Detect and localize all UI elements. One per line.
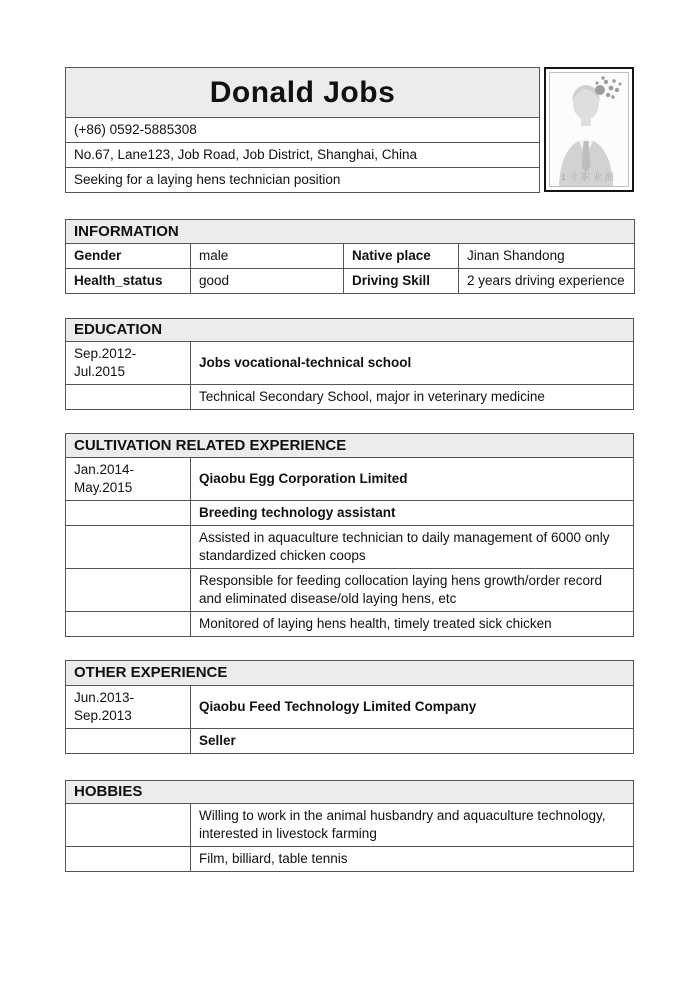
cultivation-duty: Responsible for feeding collocation laying hens growth/order record and eliminated disease/old laying hens, etc [191, 569, 634, 612]
section-title-other-experience: OTHER EXPERIENCE [66, 661, 634, 686]
section-title-hobbies: HOBBIES [66, 781, 634, 804]
cultivation-position: Breeding technology assistant [191, 501, 634, 526]
cultivation-company: Qiaobu Egg Corporation Limited [191, 458, 634, 501]
table-row [66, 847, 634, 872]
resume-content [65, 67, 634, 872]
header-section [65, 67, 634, 193]
other-experience-company: Qiaobu Feed Technology Limited Company [191, 686, 634, 729]
information-table [65, 219, 635, 294]
table-row [66, 244, 635, 269]
table-row [66, 458, 634, 501]
hobbies-title-row [66, 781, 634, 804]
info-value-driving-skill: 2 years driving experience [459, 269, 635, 294]
table-row [66, 729, 634, 754]
cultivation-experience-table [65, 433, 634, 637]
info-value-native-place: Jinan Shandong [459, 244, 635, 269]
other-experience-position: Seller [191, 729, 634, 754]
info-label-health-status: Health_status [66, 269, 191, 294]
hobby-item: Willing to work in the animal husbandry and aquaculture technology, interested in livestock farming [191, 804, 634, 847]
table-row [66, 569, 634, 612]
phone-number: (+86) 0592-5885308 [66, 118, 540, 143]
hobby-item: Film, billiard, table tennis [191, 847, 634, 872]
empty-cell [66, 569, 191, 612]
header-table [65, 67, 540, 193]
section-title-information: INFORMATION [66, 220, 635, 244]
hobbies-table [65, 780, 634, 872]
photo-caption: 1寸职业照 [560, 172, 617, 182]
empty-cell [66, 385, 191, 410]
empty-cell [66, 526, 191, 569]
empty-cell [66, 847, 191, 872]
photo-box [544, 67, 634, 192]
empty-cell [66, 501, 191, 526]
table-row [66, 269, 635, 294]
candidate-name: Donald Jobs [66, 68, 540, 118]
address-row [66, 143, 540, 168]
education-table [65, 318, 634, 410]
section-title-education: EDUCATION [66, 319, 634, 342]
name-row [66, 68, 540, 118]
flower-decoration-icon [595, 76, 622, 99]
information-title-row [66, 220, 635, 244]
empty-cell [66, 612, 191, 637]
cultivation-date: Jan.2014-May.2015 [66, 458, 191, 501]
other-experience-title-row [66, 661, 634, 686]
table-row [66, 526, 634, 569]
info-label-native-place: Native place [344, 244, 459, 269]
section-title-cultivation: CULTIVATION RELATED EXPERIENCE [66, 434, 634, 458]
objective: Seeking for a laying hens technician position [66, 168, 540, 193]
info-value-gender: male [191, 244, 344, 269]
education-detail: Technical Secondary School, major in veterinary medicine [191, 385, 634, 410]
photo-placeholder [549, 72, 629, 187]
empty-cell [66, 804, 191, 847]
info-label-driving-skill: Driving Skill [344, 269, 459, 294]
info-label-gender: Gender [66, 244, 191, 269]
table-row [66, 804, 634, 847]
info-value-health-status: good [191, 269, 344, 294]
other-experience-table [65, 660, 634, 754]
education-date: Sep.2012-Jul.2015 [66, 342, 191, 385]
cultivation-title-row [66, 434, 634, 458]
cultivation-duty: Assisted in aquaculture technician to daily management of 6000 only standardized chicken coops [191, 526, 634, 569]
table-row [66, 385, 634, 410]
phone-row [66, 118, 540, 143]
empty-cell [66, 729, 191, 754]
other-experience-date: Jun.2013-Sep.2013 [66, 686, 191, 729]
table-row [66, 612, 634, 637]
table-row [66, 686, 634, 729]
education-school: Jobs vocational-technical school [191, 342, 634, 385]
objective-row [66, 168, 540, 193]
education-title-row [66, 319, 634, 342]
cultivation-duty: Monitored of laying hens health, timely treated sick chicken [191, 612, 634, 637]
table-row [66, 342, 634, 385]
table-row [66, 501, 634, 526]
address: No.67, Lane123, Job Road, Job District, Shanghai, China [66, 143, 540, 168]
